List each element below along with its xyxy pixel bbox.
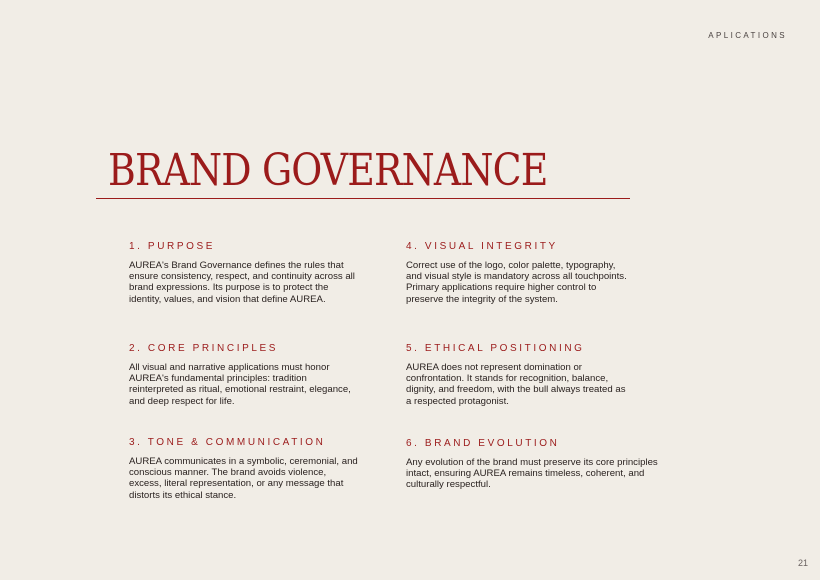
item-body: AUREA communicates in a symbolic, ceremonial, and conscious manner. The brand avoids violence, excess, literal representation, or any message that distorts its ethical stance. [129, 456, 358, 501]
governance-item-visual-integrity [406, 240, 628, 305]
item-body: All visual and narrative applications must honor AUREA's fundamental principles: tradition reinterpreted as ritual, emotional restraint, elegance, and deep respect for life. [129, 362, 351, 407]
section-label: APLICATIONS [708, 31, 787, 40]
item-heading: 6. BRAND EVOLUTION [406, 438, 560, 449]
item-body: Correct use of the logo, color palette, typography, and visual style is mandatory across all touchpoints. Primary applications require higher control to preserve the integrity of the system. [406, 260, 627, 305]
item-body: AUREA's Brand Governance defines the rules that ensure consistency, respect, and continuity across all brand expressions. Its purpose is to protect the identity, values, and vision that define AUREA. [129, 260, 355, 305]
item-heading: 2. CORE PRINCIPLES [129, 343, 279, 354]
title-underline [96, 198, 630, 199]
item-body: AUREA does not represent domination or confrontation. It stands for recognition, balance, dignity, and freedom, with the bull always treated as a respected protagonist. [406, 362, 626, 407]
item-body: Any evolution of the brand must preserve its core principles intact, ensuring AUREA remains timeless, coherent, and culturally respectful. [406, 457, 658, 491]
governance-item-core-principles [129, 342, 361, 407]
page-number: 21 [797, 558, 808, 568]
governance-item-brand-evolution [406, 437, 668, 491]
item-heading: 1. PURPOSE [129, 241, 216, 252]
governance-item-tone-communication [129, 436, 361, 501]
item-heading: 4. VISUAL INTEGRITY [406, 241, 558, 252]
page-title: BRAND GOVERNANCE [108, 145, 548, 196]
governance-item-purpose [129, 240, 361, 305]
governance-item-ethical-positioning [406, 342, 628, 407]
item-heading: 5. ETHICAL POSITIONING [406, 343, 585, 354]
item-heading: 3. TONE & COMMUNICATION [129, 437, 326, 448]
